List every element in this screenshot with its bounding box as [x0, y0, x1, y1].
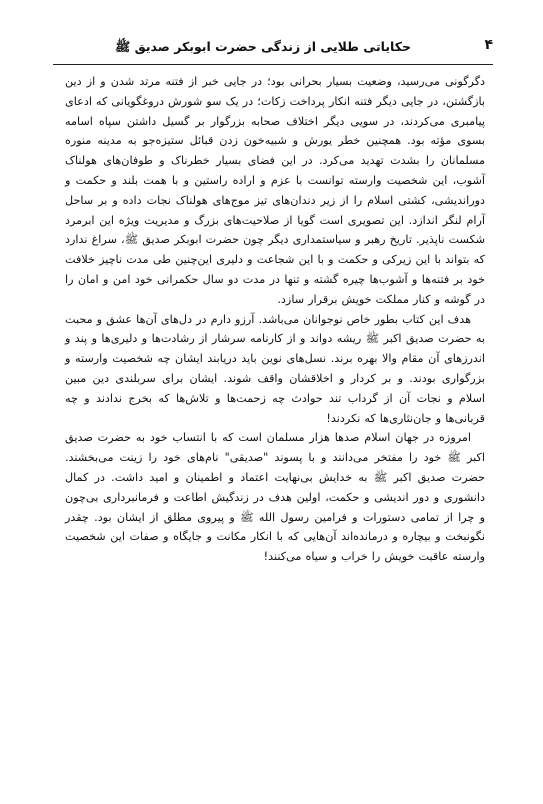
paragraph: هدف این کتاب بطور خاص نوجوانان می‌باشد. آرزو دارم در دل‌های آن‌ها عشق و محبت به حضرت صدیق اکبر ﷺ ریشه دواند و از کارنامه سرشار از رشادت‌ها و دلیری‌ها و پند و اندرزهای آن مقام والا بهره برند. نسل‌های نوین باید دریابند ایشان چه شخصیت وارسته و بزرگواری بودند. و بر کردار و اخلاقشان واقف شوند. ایشان برای سربلندی دین مبین اسلام و نجات آن از گرداب تند حوادث چه زحمت‌ها و تلاش‌ها که بخرج ندادند و چه قربانی‌ها و جان‌نثاری‌ها که نکردند!	[65, 312, 485, 425]
page-header	[53, 30, 493, 65]
page-number: ۴	[484, 37, 493, 53]
paragraph: دگرگونی می‌رسید، وضعیت بسیار بحرانی بود؛ در جایی خبر از فتنه مرتد شدن و از دین بازگشتن، در جایی دیگر فتنه انکار پرداخت زکات؛ در یک سو شورش دروغگویانی که ادعای پیامبری می‌کردند، در سویی دیگر اختلاف صحابه بزرگوار بر گسیل داشتن سپاه اسامه بسوی مؤته بود. همچنین خطر یورش و شبیه‌خون زدن قبائل ستیزه‌جو به مدینه منوره مسلمانان را بشدت تهدید می‌کرد. در این فضای بسیار خطرناک و طوفان‌های هولناک آشوب، این شخصیت وارسته توانست با عزم و اراده راستین و با همت بلند و حکمت و دوراندیشی، کشتی اسلام را از زیر دندان‌های تیز موج‌های هولناک نجات داده و بر ساحل آرام لنگر اندازد. این تصویری است گویا از صلاحیت‌های بزرگ و مدیریت ویژه این ابرمرد شکست ناپذیر. تاریخ رهبر و سیاستمداری دیگر چون حضرت ابوبکر صدیق ﷺ، سراغ ندارد که بتواند با این زیرکی و حکمت و با این شجاعت و دلیری این‌چنین طی مدت ناچیز خلافت خود بر فتنه‌ها و آشوب‌ها چیره گشته و تنها در مدت دو سال حکمرانی خود امن و امان را در گوشه و کنار مملکت خویش برقرار سازد.	[65, 75, 485, 306]
body-text	[65, 72, 485, 567]
paragraph: امروزه در جهان اسلام صدها هزار مسلمان است که با انتساب خود به حضرت صدیق اکبر ﷺ خود را مفتخر می‌دانند و با پسوند "صدیقی" نام‌های خود را زینت می‌بخشند. حضرت صدیق اکبر ﷺ به خدایش بی‌نهایت اعتماد و اطمینان و امید داشت. در کمال دانشوری و دور اندیشی و حکمت، اولین هدف در زندگیش اطاعت و فرمانبرداری بی‌چون و چرا از تمامی دستورات و فرامین رسول الله ﷺ و پیروی مطلق از ایشان بود. چقدر نگونبخت و بیچاره و درمانده‌اند آن‌هایی که با انکار مکانت و جایگاه و صفات این شخصیت وارسته عاقبت خویش را خراب و سیاه می‌کنند!	[65, 431, 485, 564]
running-title: حکایاتی طلایی از زندگی حضرت ابوبکر صدیق ﷺ	[115, 39, 411, 54]
